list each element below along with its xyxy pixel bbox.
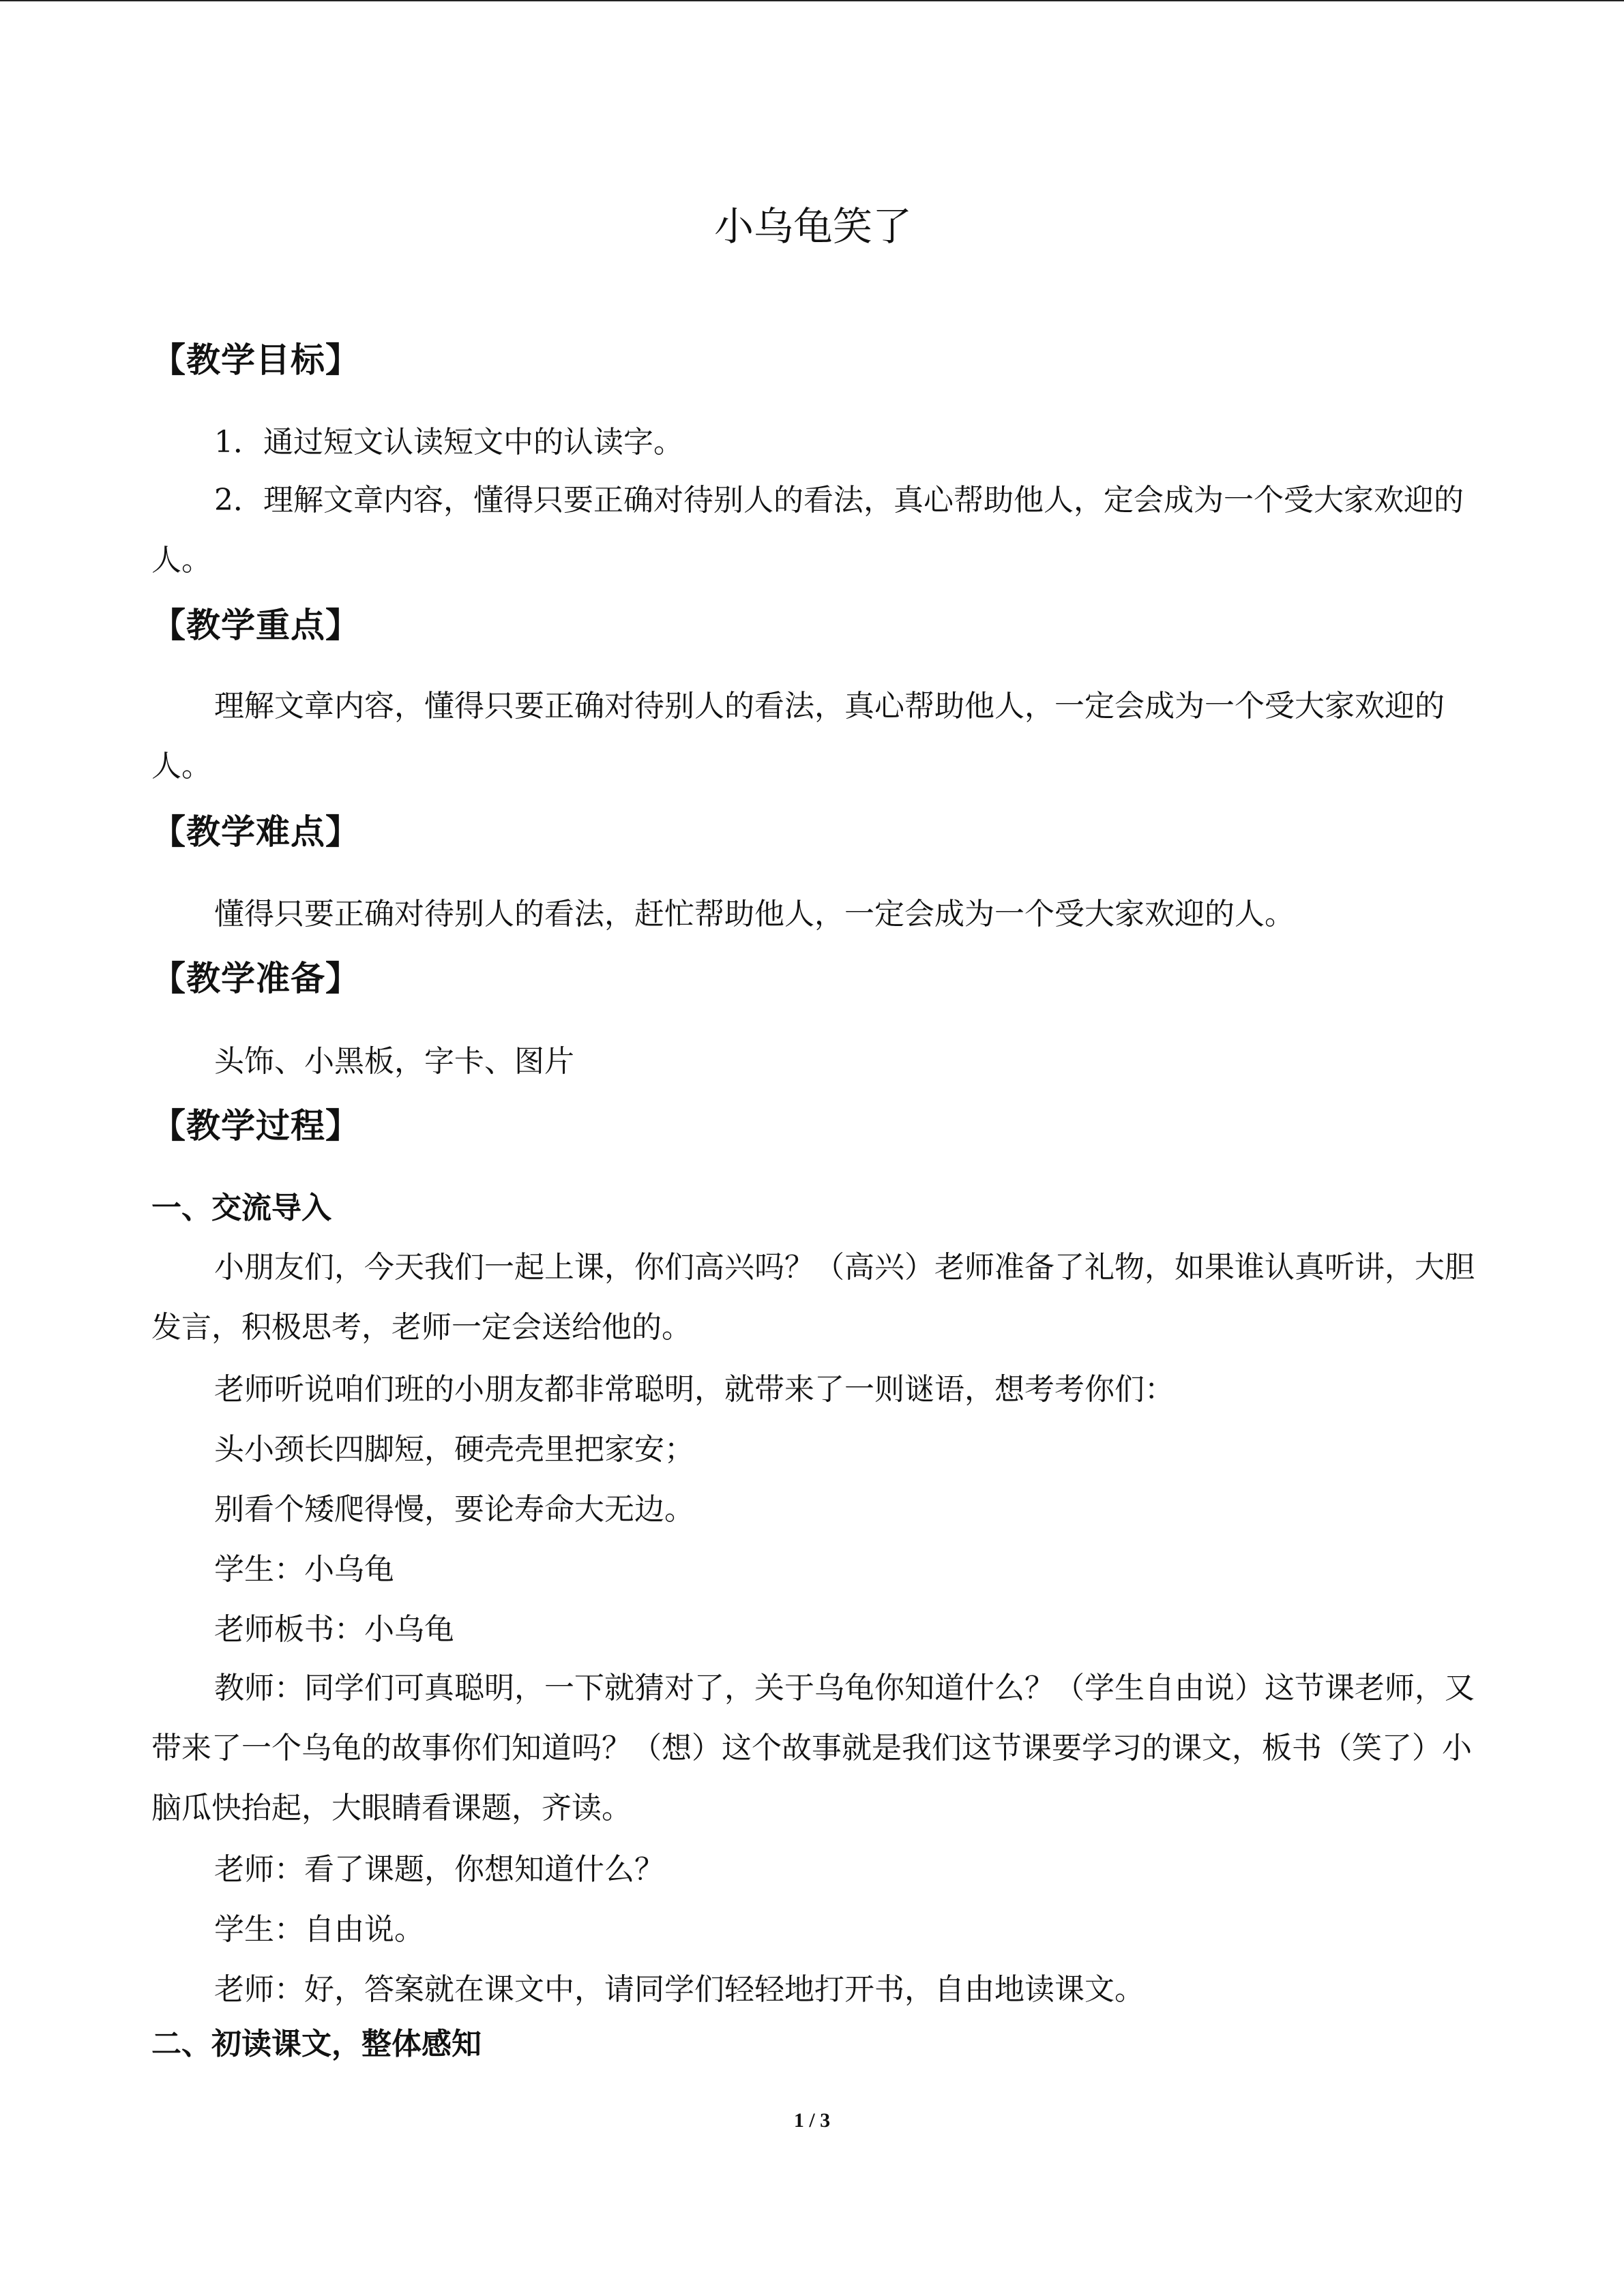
goal-item-1: 1．通过短文认读短文中的认读字。 bbox=[214, 425, 683, 460]
subheading-introduction: 一、交流导入 bbox=[151, 1191, 331, 1225]
heading-key-points: 【教学重点】 bbox=[151, 606, 360, 645]
process-paragraph-student-free-talk: 学生：自由说。 bbox=[214, 1912, 424, 1947]
process-paragraph-2: 老师听说咱们班的小朋友都非常聪明，就带来了一则谜语，想考考你们： bbox=[214, 1372, 1175, 1407]
heading-teaching-goals: 【教学目标】 bbox=[151, 340, 360, 380]
document-title: 小乌龟笑了 bbox=[713, 203, 912, 250]
preparation-text: 头饰、小黑板，字卡、图片 bbox=[214, 1044, 574, 1079]
key-points-text: 理解文章内容，懂得只要正确对待别人的看法，真心帮助他人，一定会成为一个受大家欢迎的人。 bbox=[151, 689, 1445, 784]
process-paragraph-teacher-story: 教师：同学们可真聪明，一下就猜对了，关于乌龟你知道什么？（学生自由说）这节课老师，又带来了一个乌龟的故事你们知道吗？（想）这个故事就是我们这节课要学习的课文，板书（笑了）小脑瓜快抬起，大眼睛看课题，齐读。 bbox=[151, 1671, 1475, 1825]
riddle-line-2: 别看个矮爬得慢，要论寿命大无边。 bbox=[214, 1492, 694, 1527]
subheading-first-reading: 二、初读课文，整体感知 bbox=[151, 2027, 482, 2061]
heading-preparation: 【教学准备】 bbox=[151, 959, 360, 998]
process-paragraph-1: 小朋友们，今天我们一起上课，你们高兴吗？（高兴）老师准备了礼物，如果谁认真听讲，大胆发言，积极思考，老师一定会送给他的。 bbox=[151, 1250, 1475, 1345]
goal-item-2: 2．理解文章内容，懂得只要正确对待别人的看法，真心帮助他人，定会成为一个受大家欢迎的人。 bbox=[151, 483, 1464, 578]
difficulties-text: 懂得只要正确对待别人的看法，赶忙帮助他人，一定会成为一个受大家欢迎的人。 bbox=[214, 897, 1295, 931]
process-paragraph-teacher-question: 老师：看了课题，你想知道什么？ bbox=[214, 1852, 664, 1887]
process-paragraph-student-answer: 学生：小乌龟 bbox=[214, 1552, 394, 1587]
page-number: 1 / 3 bbox=[793, 2109, 831, 2132]
process-paragraph-board-writing: 老师板书：小乌龟 bbox=[214, 1612, 454, 1647]
top-border-line bbox=[0, 0, 1624, 1]
process-paragraph-teacher-read: 老师：好，答案就在课文中，请同学们轻轻地打开书，自由地读课文。 bbox=[214, 1972, 1145, 2007]
riddle-line-1: 头小颈长四脚短，硬壳壳里把家安； bbox=[214, 1432, 694, 1467]
heading-difficulties: 【教学难点】 bbox=[151, 812, 360, 852]
heading-teaching-process: 【教学过程】 bbox=[151, 1106, 360, 1146]
